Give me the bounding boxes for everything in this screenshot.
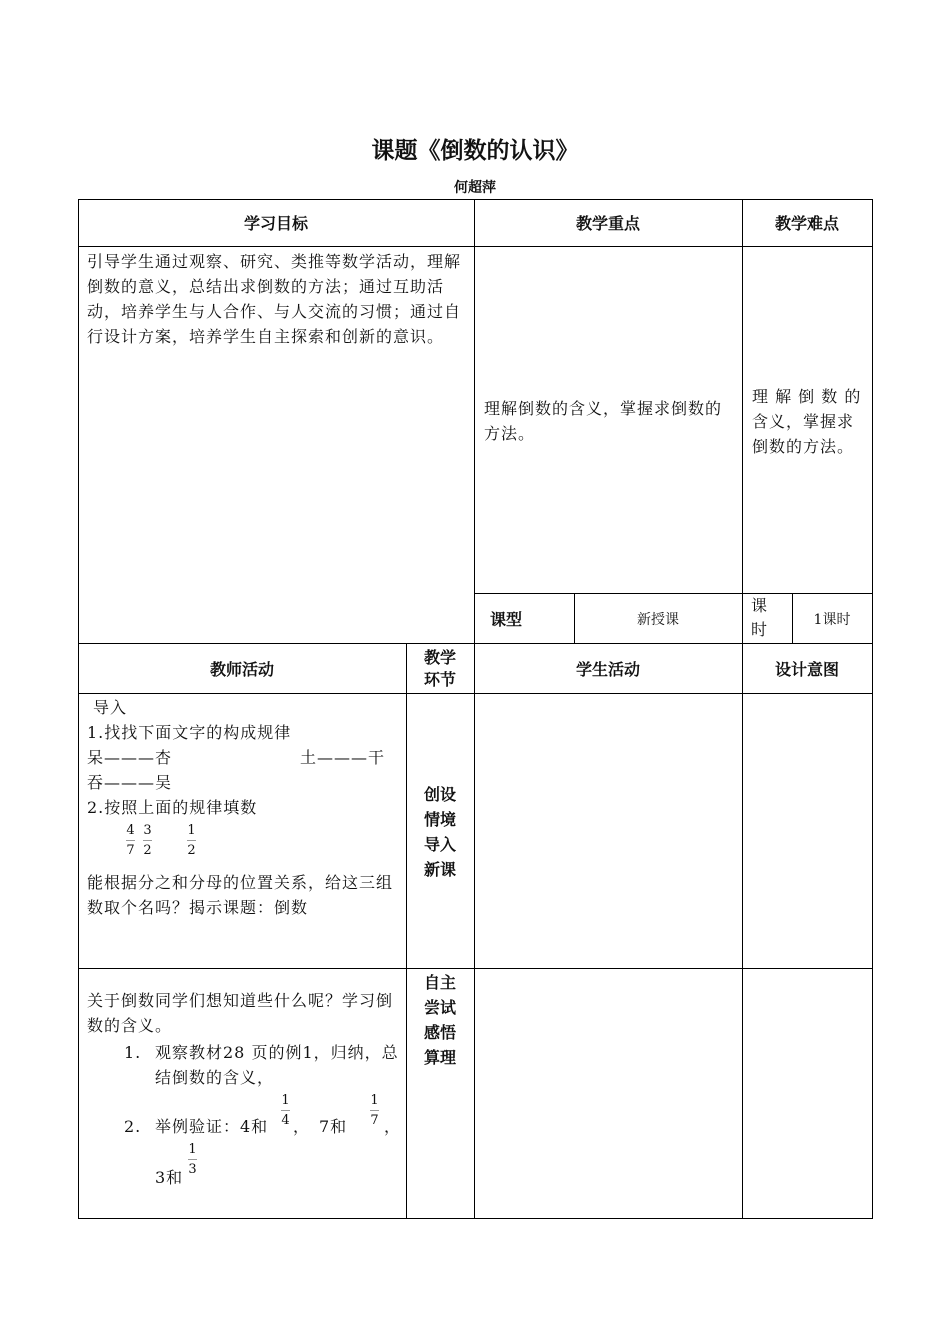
pair-2: 吞———吴	[87, 773, 173, 792]
fraction-bar	[281, 1110, 290, 1111]
fraction-bar	[143, 840, 152, 841]
row2-intro: 关于倒数同学们想知道些什么呢？学习倒数的含义。	[87, 991, 394, 1035]
objectives-text: 引导学生通过观察、研究、类推等数学活动，理解倒数的意义，总结出求倒数的方法；通过互助活动，培养学生与人合作、与人交流的习惯；通过自行设计方案，培养学生自主探索和创新的意识。	[87, 252, 462, 346]
author-name: 何超萍	[454, 180, 496, 196]
fraction-bar	[126, 840, 135, 841]
stage-line: 尝试	[423, 998, 456, 1017]
stage-label	[418, 970, 462, 1070]
step-2-number: 2.	[124, 1117, 142, 1136]
stage-line: 情境	[423, 810, 456, 829]
numerator: 3	[143, 823, 152, 838]
item-2: 2.按照上面的规律填数	[87, 798, 258, 817]
numerator: 1	[188, 1142, 197, 1157]
fraction	[143, 823, 152, 858]
table-border-bottom	[78, 1218, 873, 1219]
step-2-text-b: ， 7和	[293, 1117, 348, 1136]
table-border-left	[78, 199, 79, 1219]
denominator: 2	[187, 843, 196, 858]
header-student: 学生活动	[575, 660, 640, 679]
fraction	[187, 823, 196, 858]
fraction	[126, 823, 135, 858]
key-points-text: 理解倒数的含义，掌握求倒数的方法。	[484, 399, 723, 443]
step-2-text-d: 3和	[155, 1168, 184, 1187]
header-stage: 教学环节	[423, 647, 456, 689]
numerator: 1	[187, 823, 196, 838]
header-objectives: 学习目标	[243, 214, 308, 233]
denominator: 7	[370, 1113, 379, 1128]
step-2-text-c: ，	[384, 1117, 402, 1136]
stage-line: 新课	[423, 860, 456, 879]
fraction	[370, 1093, 379, 1128]
pair-1-right: 土———干	[300, 748, 386, 767]
fraction-bar	[188, 1159, 197, 1160]
hours-value: 1课时	[813, 611, 851, 628]
stage-line: 自主	[423, 973, 456, 992]
denominator: 4	[281, 1113, 290, 1128]
denominator: 7	[126, 843, 135, 858]
fraction-bar	[370, 1110, 379, 1111]
stage-label	[418, 782, 462, 882]
lesson-type-value: 新授课	[637, 611, 679, 628]
numerator: 4	[126, 823, 135, 838]
header-difficulties: 教学难点	[774, 214, 839, 233]
table-divider	[742, 593, 743, 643]
stage-line: 算理	[423, 1048, 456, 1067]
table-divider	[742, 199, 743, 594]
stage-line: 创设	[423, 785, 456, 804]
difficulties-text: 理 解 倒 数 的 含义，掌握求倒数的方法。	[752, 387, 862, 456]
fraction-bar	[187, 840, 196, 841]
step-1-number: 1.	[124, 1043, 142, 1062]
table-divider	[742, 643, 743, 1219]
page-title: 课题《倒数的认识》	[371, 138, 579, 164]
fraction	[188, 1142, 197, 1177]
question-text: 能根据分之和分母的位置关系，给这三组数取个名吗？揭示课题：倒数	[87, 873, 394, 917]
item-1: 1.找找下面文字的构成规律	[87, 723, 292, 742]
pair-1-left: 呆———杏	[87, 748, 173, 767]
header-key-points: 教学重点	[575, 214, 640, 233]
fraction	[281, 1093, 290, 1128]
lesson-type-label: 课型	[489, 610, 522, 629]
table-divider	[78, 693, 873, 694]
numerator: 1	[370, 1093, 379, 1108]
header-intent: 设计意图	[774, 660, 839, 679]
denominator: 2	[143, 843, 152, 858]
step-2-text-a: 举例验证：4和	[155, 1117, 269, 1136]
hours-label: 课时	[751, 596, 769, 639]
stage-line: 导入	[423, 835, 456, 854]
table-divider	[78, 968, 873, 969]
table-divider	[474, 199, 475, 1219]
table-divider	[78, 246, 873, 247]
intro-label: 导入	[93, 698, 128, 717]
table-border-right	[872, 199, 873, 1219]
denominator: 3	[188, 1162, 197, 1177]
stage-line: 感悟	[423, 1023, 456, 1042]
table-divider	[406, 643, 407, 1219]
numerator: 1	[281, 1093, 290, 1108]
step-1-text: 观察教材28 页的例1，归纳，总结倒数的含义，	[155, 1043, 399, 1087]
header-teacher: 教师活动	[209, 660, 274, 679]
